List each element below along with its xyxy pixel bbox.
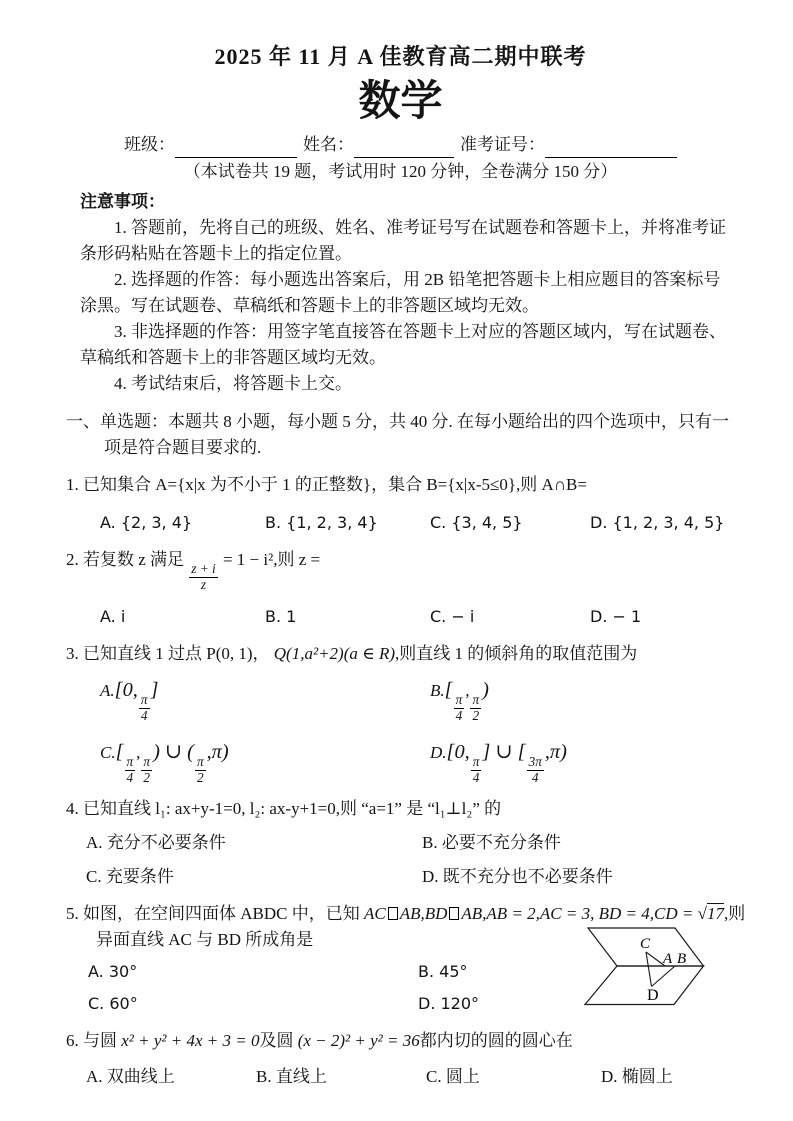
question-6-options bbox=[86, 1064, 735, 1090]
segment-CD bbox=[646, 952, 652, 987]
notice-item-4: 4. 考试结束后，将答题卡上交。 bbox=[114, 374, 352, 393]
question-2-options bbox=[100, 604, 735, 630]
missing-glyph-box bbox=[449, 907, 459, 920]
name-label: 姓名： bbox=[303, 135, 354, 154]
q3-option-b: B.[ $\frac{\pi}{4}$ , $\frac{\pi}{2}$ ) bbox=[430, 679, 489, 723]
question-6 bbox=[66, 1028, 735, 1090]
question-5-stem-line2: 异面直线 AC 与 BD 所成角是 bbox=[96, 930, 314, 950]
q1-option-b: B. {1, 2, 3, 4} bbox=[265, 513, 378, 532]
figure-label-A: A bbox=[663, 951, 673, 968]
question-1 bbox=[66, 472, 735, 536]
student-info-row bbox=[66, 132, 735, 158]
q5-option-b: B. 45° bbox=[418, 962, 468, 982]
q2-option-c: C. − i bbox=[430, 607, 475, 627]
section-1-heading: 一、单选题：本题共 8 小题，每小题 5 分，共 40 分. 在每小题给出的四个选项中，只有一项是符合题目要求的. bbox=[66, 412, 729, 457]
q2-option-a: A. i bbox=[100, 607, 126, 627]
question-6-stem: 6. 与圆 x² + y² + 4x + 3 = 0及圆 (x − 2)² + y² = 36都内切的圆的圆心在 bbox=[66, 1031, 573, 1051]
q3-option-c: C.[ $\frac{\pi}{4}$ , $\frac{\pi}{2}$ ) ∪ ( $\frac{\pi}{2}$ ,π) bbox=[100, 741, 229, 785]
question-5-options bbox=[88, 959, 555, 1017]
name-blank-line[interactable] bbox=[354, 141, 454, 158]
question-3 bbox=[66, 641, 735, 785]
q2-option-b: B. 1 bbox=[265, 607, 297, 627]
question-3-stem: 3. 已知直线 1 过点 P(0, 1)， Q(1,a²+2)(a ∈ R),则直线 1 的倾斜角的取值范围为 bbox=[66, 644, 638, 664]
paper-meta: （本试卷共 19 题，考试用时 120 分钟，全卷满分 150 分） bbox=[183, 162, 618, 181]
question-4-options bbox=[86, 830, 735, 890]
class-label: 班级： bbox=[124, 135, 175, 154]
question-4-stem: 4. 已知直线 l₁: ax+y-1=0, l₂: ax-y+1=0,则 “a=1” 是 “l₁⊥l₂” 的 bbox=[66, 799, 502, 819]
q4-option-c: C. 充要条件 bbox=[86, 867, 174, 887]
q6-option-a: A. 双曲线上 bbox=[86, 1067, 175, 1087]
figure-label-C: C bbox=[640, 936, 651, 953]
question-5-stem-line1: 5. 如图，在空间四面体 ABDC 中，已知 AC AB,BD AB,AB = 2,AC = 3, BD = 4,CD = √17,则 bbox=[66, 904, 746, 924]
class-blank-line[interactable] bbox=[175, 141, 297, 158]
q5-option-d: D. 120° bbox=[418, 994, 480, 1014]
tetrahedron-figure bbox=[564, 925, 741, 1035]
question-2 bbox=[66, 547, 735, 630]
figure-bottom-plane bbox=[585, 966, 704, 1005]
q5-option-a: A. 30° bbox=[88, 962, 138, 982]
sqrt-radicand: 17 bbox=[706, 904, 724, 924]
exam-subject: 数学 bbox=[358, 79, 443, 125]
question-1-stem: 1. 已知集合 A={x|x 为不小于 1 的正整数}，集合 B={x|x-5≤0},则 A∩B= bbox=[66, 475, 587, 494]
figure-label-D: D bbox=[647, 987, 659, 1005]
missing-glyph-box bbox=[388, 907, 398, 920]
notice-item-1: 1. 答题前，先将自己的班级、姓名、准考证号写在试题卷和答题卡上，并将准考证条形码粘贴在答题卡上的指定位置。 bbox=[80, 218, 726, 263]
q1-option-a: A. {2, 3, 4} bbox=[100, 513, 193, 532]
figure-label-B: B bbox=[677, 951, 687, 968]
segment-DB bbox=[652, 966, 676, 987]
notice-heading: 注意事项： bbox=[80, 192, 165, 211]
q3-option-d: D.[0, $\frac{\pi}{4}$ ] ∪ [ $\frac{3\pi}{4}$ ,π) bbox=[430, 741, 567, 785]
q2-option-d: D. − 1 bbox=[590, 607, 642, 627]
exam-title: 2025 年 11 月 A 佳教育高二期中联考 bbox=[214, 44, 587, 69]
q1-option-c: C. {3, 4, 5} bbox=[430, 513, 523, 532]
notice-item-2: 2. 选择题的作答：每小题选出答案后，用 2B 铅笔把答题卡上相应题目的答案标号涂黑。写在试题卷、草稿纸和答题卡上的非答题区域均无效。 bbox=[80, 270, 721, 315]
q4-option-a: A. 充分不必要条件 bbox=[86, 833, 226, 853]
question-2-stem: 2. 若复数 z 满足 $\frac{z + i}{z}$ = 1 − i²,则 z = bbox=[66, 550, 321, 592]
q3-option-a: A.[0, $\frac{\pi}{4}$ ] bbox=[100, 679, 159, 723]
q6-option-d: D. 椭圆上 bbox=[601, 1067, 673, 1087]
q6-option-c: C. 圆上 bbox=[426, 1067, 480, 1087]
q6-option-b: B. 直线上 bbox=[256, 1067, 327, 1087]
question-4 bbox=[66, 796, 735, 890]
q4-option-d: D. 既不充分也不必要条件 bbox=[422, 867, 613, 887]
sqrt-symbol: √ bbox=[697, 904, 707, 924]
q2-fraction: $\frac{z + i}{z}$ bbox=[191, 560, 216, 592]
admission-label: 准考证号： bbox=[460, 135, 545, 154]
question-3-options bbox=[100, 677, 735, 785]
question-1-options bbox=[100, 510, 735, 536]
question-5 bbox=[66, 901, 746, 1017]
q4-option-b: B. 必要不充分条件 bbox=[422, 833, 561, 853]
notice-item-3: 3. 非选择题的作答：用签字笔直接答在答题卡上对应的答题区域内，写在试题卷、草稿纸和答题卡上的非答题区域均无效。 bbox=[80, 322, 726, 367]
q5-option-c: C. 60° bbox=[88, 994, 138, 1014]
admission-blank-line[interactable] bbox=[545, 141, 677, 158]
notice-section bbox=[80, 189, 735, 397]
q1-option-d: D. {1, 2, 3, 4, 5} bbox=[590, 513, 725, 532]
